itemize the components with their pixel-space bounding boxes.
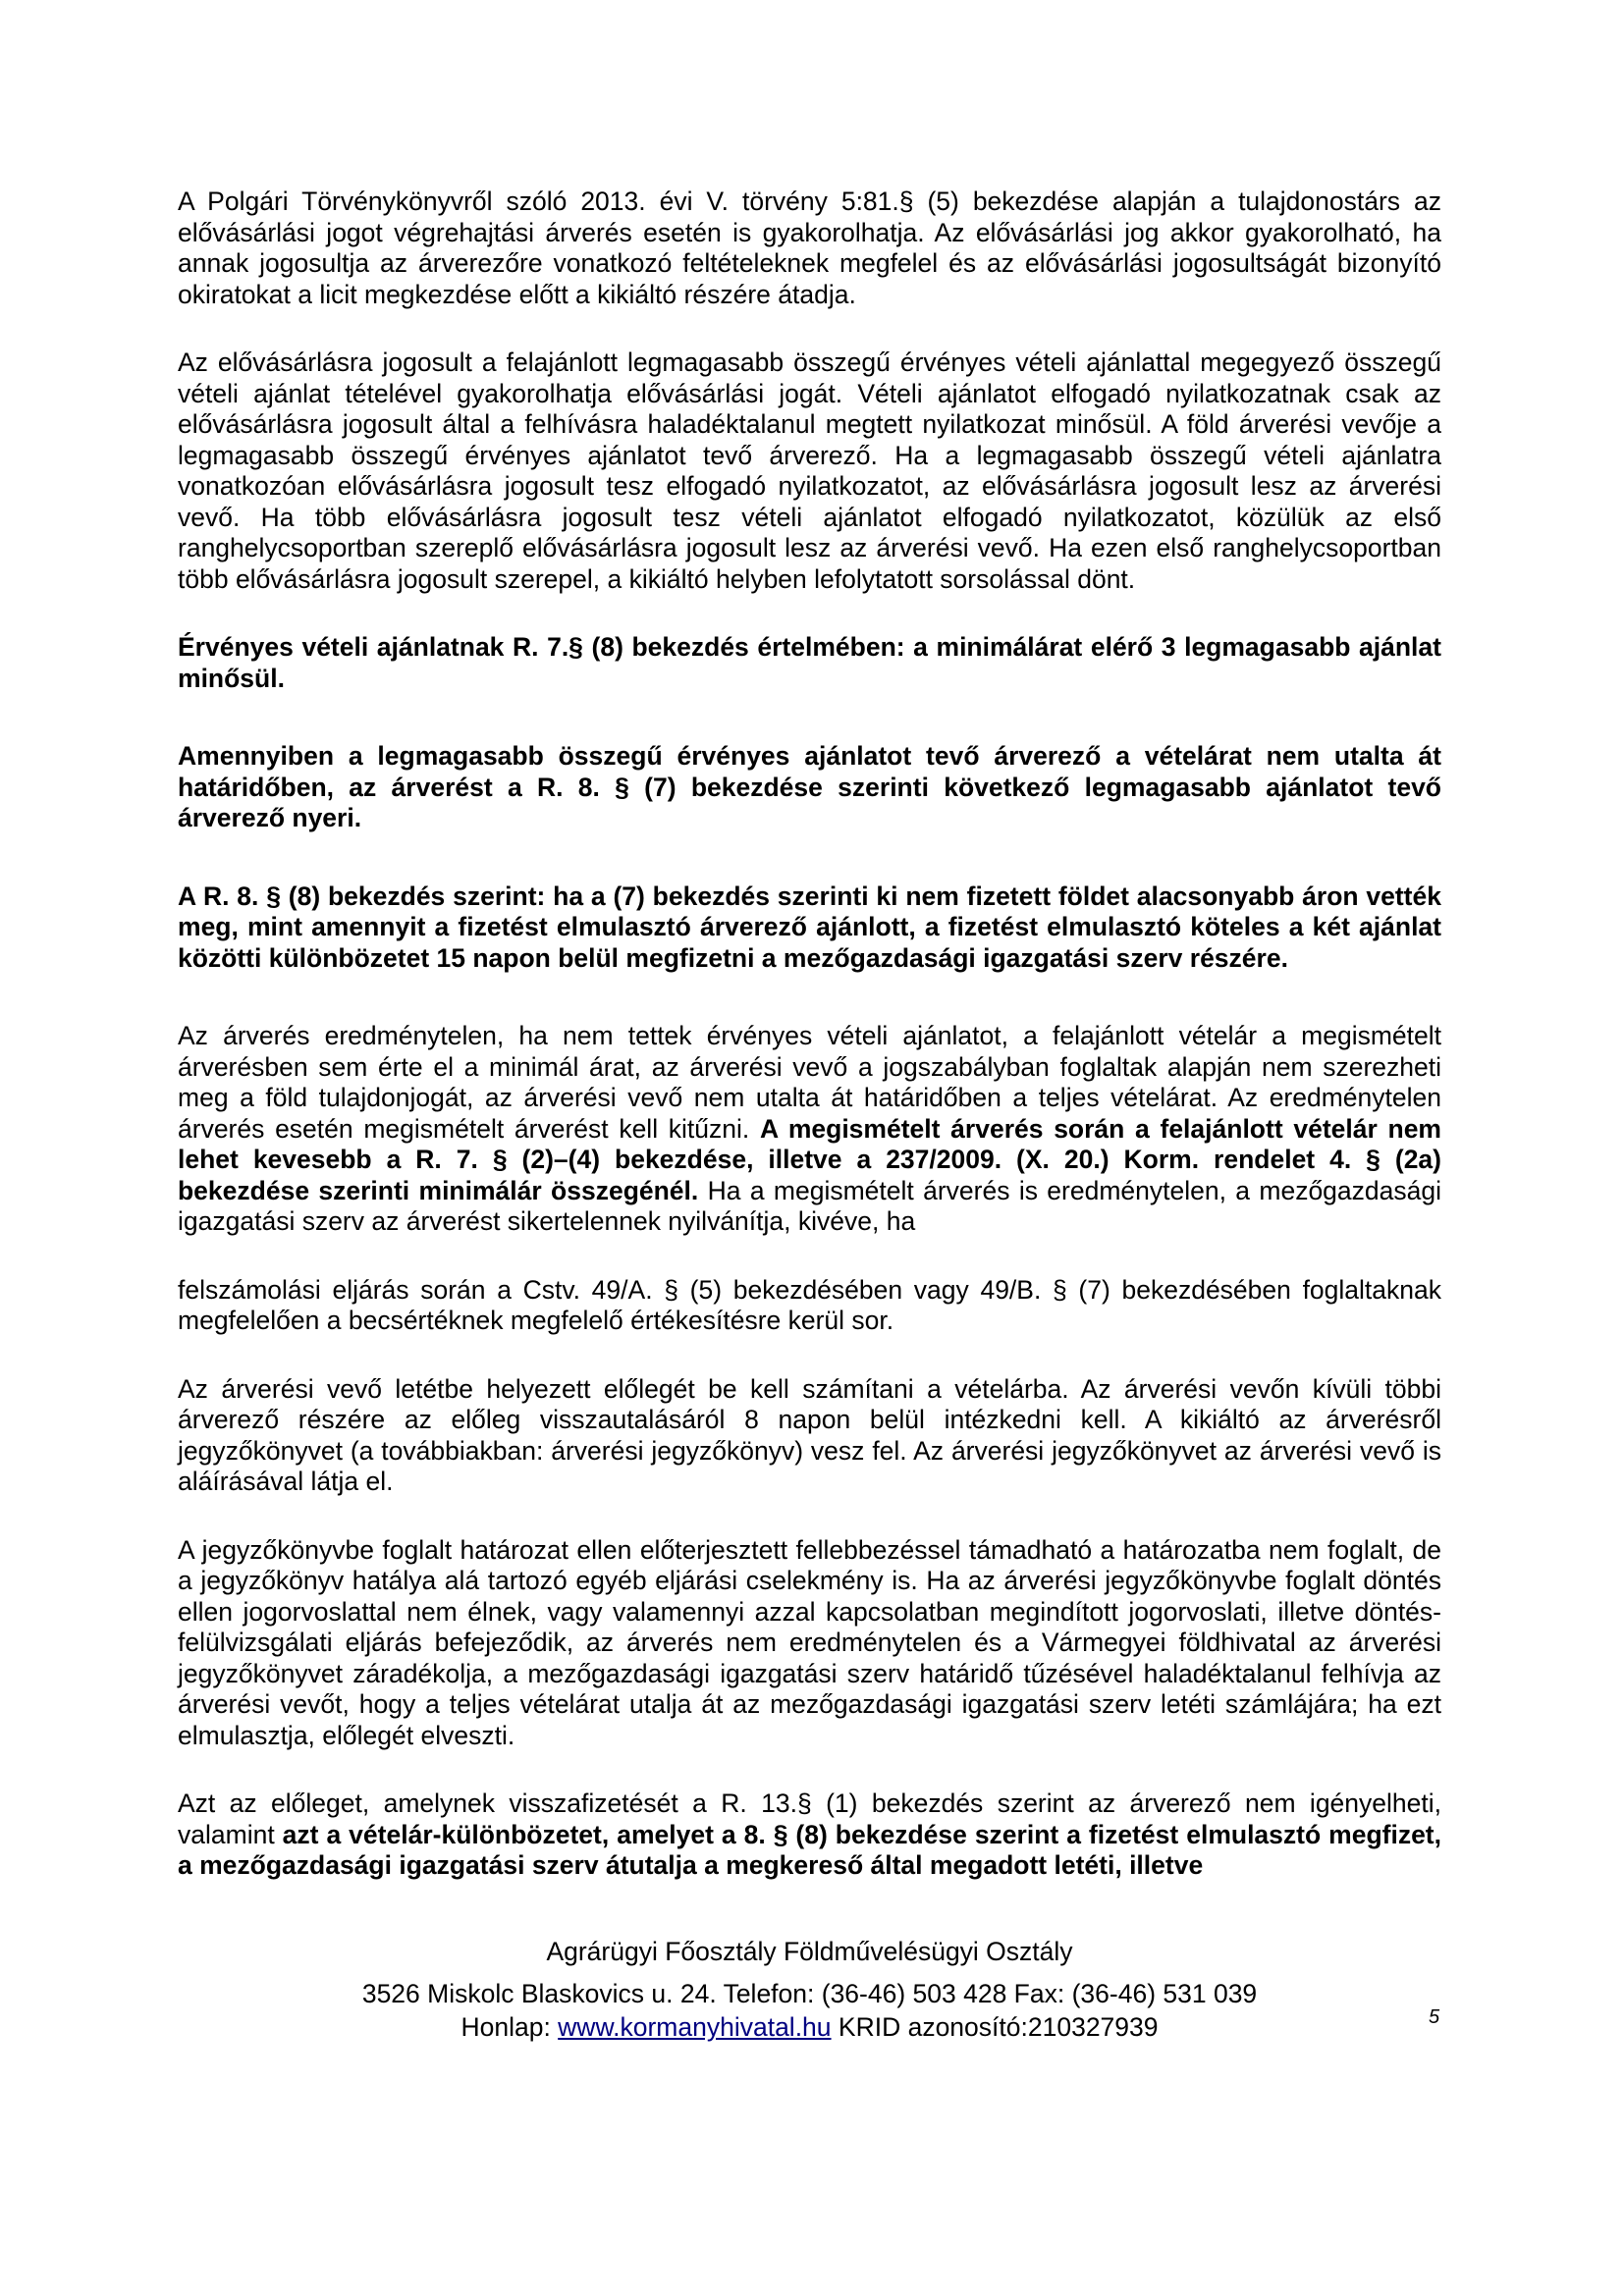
paragraph-run: Ha a megismételt árverés is eredménytelen, a mezőgazdasági igazgatási szerv az árverést sikertelennek nyilvánítja, kivéve, ha — [178, 1175, 1441, 1236]
paragraph — [178, 1789, 1441, 1882]
footer-homepage-line — [178, 2011, 1441, 2043]
page-footer — [178, 1936, 1441, 2043]
paragraph-run: Az elővásárlásra jogosult a felajánlott legmagasabb összegű érvényes vételi ajánlattal megegyező összegű vételi ajánlat tételével gyakorolhatja elővásárlási jogát. Vételi ajánlatot elfogadó nyilatkozatnak csak az elővásárlásra jogosult által a felhívásra haladéktalanul megtett nyilatkozat minősül. A föld árverési vevője a legmagasabb összegű érvényes ajánlatot tevő árverező. Ha a legmagasabb összegű vételi ajánlatra vonatkozóan elővásárlásra jogosult tesz elfogadó nyilatkozatot, az elővásárlásra jogosult lesz az árverési vevő. Ha több elővásárlásra jogosult tesz vételi ajánlatot elfogadó nyilatkozatot, közülük az első ranghelycsoportban szereplő elővásárlásra jogosult lesz az árverési vevő. Ha ezen első ranghelycsoportban több elővásárlásra jogosult szerepel, a kikiáltó helyben lefolytatott sorsolással dönt. — [178, 347, 1441, 594]
paragraph-run: Az árverés eredménytelen, ha nem tettek érvényes vételi ajánlatot, a felajánlott vételár a megismételt árverésben sem érte el a minimál árat, az árverési vevő a jogszabályban foglaltak alapján nem szerezheti meg a föld tulajdonjogát, az árverési vevő nem utalta át határidőben a teljes vételárat. Az eredménytelen árverés esetén megismételt árverést kell kitűzni. — [178, 1021, 1441, 1144]
paragraph — [178, 1374, 1441, 1498]
homepage-link[interactable]: www.kormanyhivatal.hu — [558, 2012, 832, 2042]
paragraph — [178, 1535, 1441, 1752]
paragraph — [178, 881, 1441, 975]
document-body — [178, 187, 1441, 1919]
paragraph-run-bold: A R. 8. § (8) bekezdés szerint: ha a (7) bekezdés szerinti ki nem fizetett földet alacsonyabb áron vették meg, mint amennyit a fizetést elmulasztó árverező ajánlott, a fizetést elmulasztó köteles a két ajánlat közötti különbözetet 15 napon belül megfizetni a mezőgazdasági igazgatási szerv részére. — [178, 881, 1441, 973]
footer-krid: KRID azonosító:210327939 — [831, 2012, 1159, 2042]
paragraph-run-bold: azt a vételár-különbözetet, amelyet a 8. § (8) bekezdése szerint a fizetést elmulasztó megfizet, a mezőgazdasági igazgatási szerv átutalja a megkereső által megadott letéti, illetve — [178, 1819, 1441, 1880]
paragraph — [178, 1021, 1441, 1238]
page-number: 5 — [1429, 2006, 1440, 2028]
paragraph — [178, 741, 1441, 834]
paragraph-run-bold: A megismételt árverés során a felajánlott vételár nem lehet kevesebb a R. 7. § (2)–(4) bekezdése, illetve a 237/2009. (X. 20.) Korm. rendelet 4. § (2a) bekezdése szerinti minimálár összegénél. — [178, 1113, 1441, 1205]
paragraph — [178, 347, 1441, 595]
footer-homepage-label: Honlap: — [460, 2012, 559, 2042]
paragraph — [178, 1275, 1441, 1337]
paragraph-run: felszámolási eljárás során a Cstv. 49/A. § (5) bekezdésében vagy 49/B. § (7) bekezdésében foglaltaknak megfelelően a becsértéknek megfelelő értékesítésre kerül sor. — [178, 1274, 1441, 1335]
paragraph-run-bold: Amennyiben a legmagasabb összegű érvényes ajánlatot tevő árverező a vételárat nem utalta át határidőben, az árverést a R. 8. § (7) bekezdése szerinti következő legmagasabb ajánlatot tevő árverező nyeri. — [178, 741, 1441, 832]
paragraph — [178, 632, 1441, 694]
paragraph-run: A jegyzőkönyvbe foglalt határozat ellen előterjesztett fellebbezéssel támadható a határozatba nem foglalt, de a jegyzőkönyv hatálya alá tartozó egyéb eljárási cselekmény is. Ha az árverési jegyzőkönyvbe foglalt döntés ellen jogorvoslattal nem élnek, vagy valamennyi azzal kapcsolatban megindított jogorvoslati, illetve döntés-felülvizsgálati eljárás befejeződik, az árverés nem eredménytelen és a Vármegyei földhivatal az árverési jegyzőkönyvet záradékolja, a mezőgazdasági igazgatási szerv határidő tűzésével haladéktalanul felhívja az árverési vevőt, hogy a teljes vételárat utalja át az mezőgazdasági igazgatási szerv letéti számlájára; ha ezt elmulasztja, előlegét elveszti. — [178, 1534, 1441, 1750]
paragraph-run: A Polgári Törvénykönyvről szóló 2013. évi V. törvény 5:81.§ (5) bekezdése alapján a tulajdonostárs az elővásárlási jogot végrehajtási árverés esetén is gyakorolhatja. Az elővásárlási jog akkor gyakorolható, ha annak jogosultja az árverezőre vonatkozó feltételeknek megfelel és az elővásárlási jogosultságát bizonyító okiratokat a licit megkezdése előtt a kikiáltó részére átadja. — [178, 187, 1441, 309]
paragraph-run-bold: Érvényes vételi ajánlatnak R. 7.§ (8) bekezdés értelmében: a minimálárat elérő 3 legmagasabb ajánlat minősül. — [178, 632, 1441, 693]
footer-contact-line: 3526 Miskolc Blaskovics u. 24. Telefon: (36-46) 503 428 Fax: (36-46) 531 039 — [361, 1979, 1258, 2008]
paragraph-run: Az árverési vevő letétbe helyezett előlegét be kell számítani a vételárba. Az árverési vevőn kívüli többi árverező részére az előleg visszautalásáról 8 napon belül intézkedni kell. A kikiáltó az árverésről jegyzőkönyvet (a továbbiakban: árverési jegyzőkönyv) vesz fel. Az árverési jegyzőkönyvet az árverési vevő is aláírásával látja el. — [178, 1373, 1441, 1496]
footer-department: Agrárügyi Főosztály Földművelésügyi Osztály — [546, 1937, 1073, 1966]
paragraph-run: Azt az előleget, amelynek visszafizetését a R. 13.§ (1) bekezdés szerint az árverező nem igényelheti, valamint — [178, 1789, 1441, 1849]
paragraph — [178, 187, 1441, 310]
